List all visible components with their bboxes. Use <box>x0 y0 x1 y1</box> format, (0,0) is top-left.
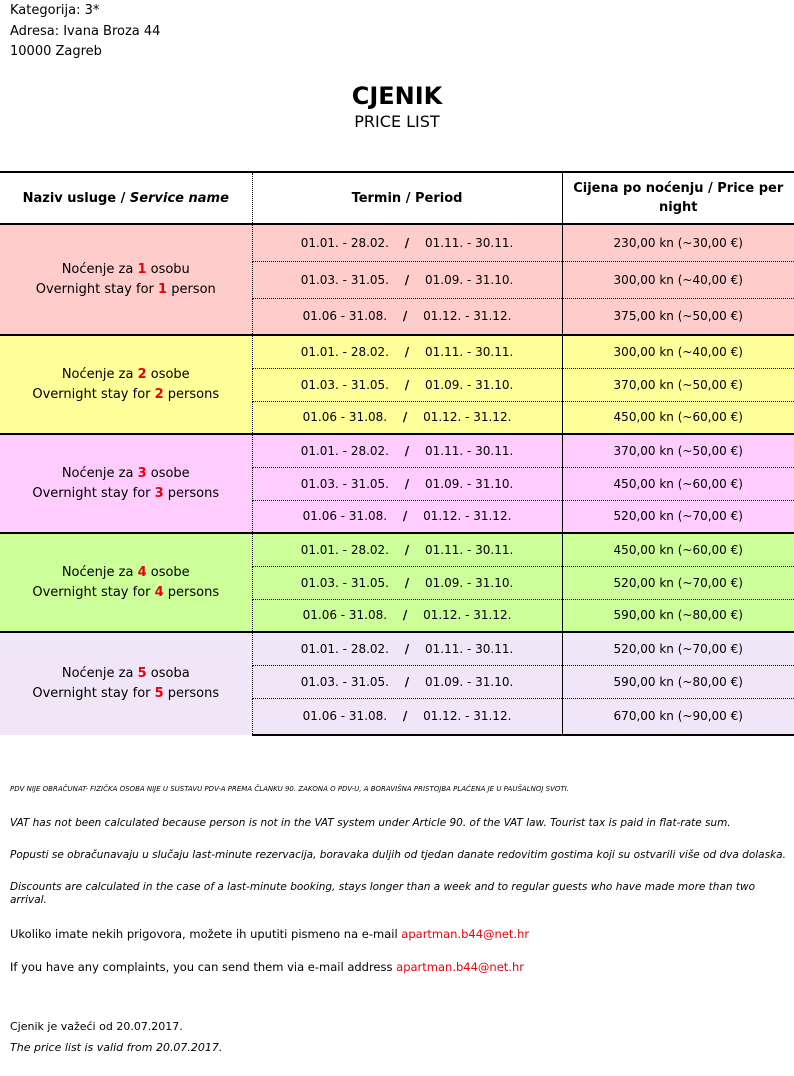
period-separator: / <box>404 235 410 250</box>
period-end: 01.09. - 31.10. <box>425 674 514 689</box>
period-separator: / <box>402 709 408 724</box>
price-cell: 520,00 kn (~70,00 €) <box>562 566 794 599</box>
period-start: 01.01. - 28.02. <box>300 235 389 250</box>
price-cell: 450,00 kn (~60,00 €) <box>613 410 743 425</box>
period-end: 01.11. - 30.11. <box>425 641 514 656</box>
period-separator: / <box>402 509 408 524</box>
period-cell <box>252 368 562 401</box>
address-line: Adresa: Ivana Broza 44 <box>10 24 161 39</box>
service-name-en: Overnight stay for 1 person <box>35 281 216 297</box>
service-name-hr: Noćenje za 2 osobe <box>61 366 190 382</box>
period-separator: / <box>404 377 410 392</box>
table-header-row <box>0 172 794 224</box>
period-separator: / <box>404 641 410 656</box>
period-separator: / <box>404 674 410 689</box>
period-separator: / <box>402 410 408 425</box>
header-price: Cijena po noćenju / Price per night <box>562 172 794 224</box>
period-start: 01.06 - 31.08. <box>302 309 388 324</box>
vat-note: VAT has not been calculated because person is not in the VAT system under Article 90. of the VAT law. Tourist tax is paid in flat-rate sum. <box>10 817 731 829</box>
period-start: 01.06 - 31.08. <box>302 410 388 425</box>
price-cell: 370,00 kn (~50,00 €) <box>562 434 794 467</box>
header-period: Termin / Period <box>252 172 562 224</box>
period-cell <box>252 698 562 735</box>
period-end: 01.12. - 31.12. <box>423 509 512 524</box>
period-start: 01.06 - 31.08. <box>302 509 388 524</box>
period-start: 01.06 - 31.08. <box>302 608 388 623</box>
period-separator: / <box>404 443 410 458</box>
period-start: 01.01. - 28.02. <box>300 344 389 359</box>
period-start: 01.03. - 31.05. <box>300 377 389 392</box>
complaints-en <box>10 960 524 974</box>
header-service-hr: Naziv usluge / <box>22 190 130 206</box>
period-cell <box>252 533 562 566</box>
price-cell: 300,00 kn (~40,00 €) <box>562 335 794 368</box>
period-cell <box>252 566 562 599</box>
price-cell: 375,00 kn (~50,00 €) <box>613 309 743 324</box>
period-start: 01.03. - 31.05. <box>300 674 389 689</box>
price-cell: 450,00 kn (~60,00 €) <box>562 533 794 566</box>
service-name-hr: Noćenje za 4 osobe <box>61 564 190 580</box>
complaints-hr-text: Ukoliko imate nekih prigovora, možete ih uputiti pismeno na e-mail <box>10 927 402 941</box>
period-separator: / <box>404 344 410 359</box>
table-row <box>0 335 794 368</box>
period-end: 01.12. - 31.12. <box>423 309 512 324</box>
period-cell <box>252 298 562 335</box>
discount-note-hr: Popusti se obračunavaju u slučaju last-minute rezervacija, boravaka duljih od tjedan danate redovitim gostima koji su ostvarili više od dva dolaska. <box>10 849 786 861</box>
validity-hr: Cjenik je važeći od 20.07.2017. <box>10 1020 183 1033</box>
period-cell <box>252 500 562 533</box>
period-start: 01.03. - 31.05. <box>300 476 389 491</box>
price-cell: 520,00 kn (~70,00 €) <box>613 509 743 524</box>
complaints-en-text: If you have any complaints, you can send them via e-mail address <box>10 960 397 974</box>
price-cell: 450,00 kn (~60,00 €) <box>562 467 794 500</box>
service-name-cell <box>0 434 252 533</box>
category-line: Kategorija: 3* <box>10 3 100 18</box>
price-table <box>0 171 794 736</box>
service-name-cell <box>0 632 252 735</box>
table-row <box>0 224 794 261</box>
period-separator: / <box>404 476 410 491</box>
period-end: 01.09. - 31.10. <box>425 575 514 590</box>
period-cell <box>252 599 562 632</box>
email-link[interactable]: apartman.b44@net.hr <box>396 960 524 974</box>
service-name-hr: Noćenje za 1 osobu <box>61 261 190 277</box>
header-service <box>0 172 252 224</box>
city-line: 10000 Zagreb <box>10 44 102 59</box>
header-service-en: Service name <box>129 190 229 206</box>
service-name-hr: Noćenje za 5 osoba <box>61 666 190 681</box>
period-separator: / <box>404 542 410 557</box>
period-end: 01.11. - 30.11. <box>425 542 514 557</box>
validity-en: The price list is valid from 20.07.2017. <box>10 1041 223 1054</box>
period-end: 01.12. - 31.12. <box>423 709 512 724</box>
discount-note-en: Discounts are calculated in the case of a last-minute booking, stays longer than a week and to regular guests who have made more than two arrival. <box>10 881 756 906</box>
period-start: 01.01. - 28.02. <box>300 443 389 458</box>
table-row <box>0 434 794 467</box>
service-name-cell <box>0 335 252 434</box>
period-cell <box>252 401 562 434</box>
period-end: 01.11. - 30.11. <box>425 344 514 359</box>
period-start: 01.01. - 28.02. <box>300 641 389 656</box>
period-cell <box>252 434 562 467</box>
service-name-hr: Noćenje za 3 osobe <box>61 465 190 481</box>
period-end: 01.09. - 31.10. <box>425 272 514 287</box>
table-row <box>0 533 794 566</box>
price-cell: 370,00 kn (~50,00 €) <box>562 368 794 401</box>
service-name-en: Overnight stay for 4 persons <box>32 584 220 600</box>
page-subtitle: PRICE LIST <box>354 112 440 131</box>
period-start: 01.01. - 28.02. <box>300 542 389 557</box>
table-row <box>0 632 794 665</box>
period-start: 01.03. - 31.05. <box>300 272 389 287</box>
price-cell: 300,00 kn (~40,00 €) <box>562 261 794 298</box>
pdv-note: PDV NIJE OBRAČUNAT- FIZIČKA OSOBA NIJE U SUSTAVU PDV-A PREMA ČLANKU 90. ZAKONA O PDV-U, A BORAVIŠNA PRISTOJBA PLAĆENA JE U PAUŠALNOJ SVOTI. <box>10 785 569 793</box>
price-cell: 520,00 kn (~70,00 €) <box>562 632 794 665</box>
service-name-en: Overnight stay for 3 persons <box>32 485 220 501</box>
period-end: 01.12. - 31.12. <box>423 410 512 425</box>
period-cell <box>252 261 562 298</box>
price-cell: 670,00 kn (~90,00 €) <box>562 698 794 735</box>
period-end: 01.11. - 30.11. <box>425 235 514 250</box>
page-title: CJENIK <box>351 82 443 110</box>
period-end: 01.09. - 31.10. <box>425 377 514 392</box>
period-cell <box>252 224 562 261</box>
period-end: 01.11. - 30.11. <box>425 443 514 458</box>
email-link[interactable]: apartman.b44@net.hr <box>401 927 530 941</box>
period-separator: / <box>402 608 408 623</box>
period-start: 01.06 - 31.08. <box>302 709 388 724</box>
period-cell <box>252 632 562 665</box>
service-name-cell <box>0 533 252 632</box>
price-cell: 590,00 kn (~80,00 €) <box>562 665 794 698</box>
service-name-en: Overnight stay for 2 persons <box>32 386 220 402</box>
period-end: 01.12. - 31.12. <box>423 608 512 623</box>
period-separator: / <box>404 575 410 590</box>
period-separator: / <box>404 272 410 287</box>
period-end: 01.09. - 31.10. <box>425 476 514 491</box>
price-cell: 590,00 kn (~80,00 €) <box>613 608 743 623</box>
period-separator: / <box>402 309 408 324</box>
price-cell: 230,00 kn (~30,00 €) <box>562 224 794 261</box>
period-cell <box>252 467 562 500</box>
service-name-cell <box>0 224 252 335</box>
period-start: 01.03. - 31.05. <box>300 575 389 590</box>
period-cell <box>252 665 562 698</box>
period-cell <box>252 335 562 368</box>
complaints-hr <box>10 927 529 941</box>
service-name-en: Overnight stay for 5 persons <box>32 686 220 701</box>
